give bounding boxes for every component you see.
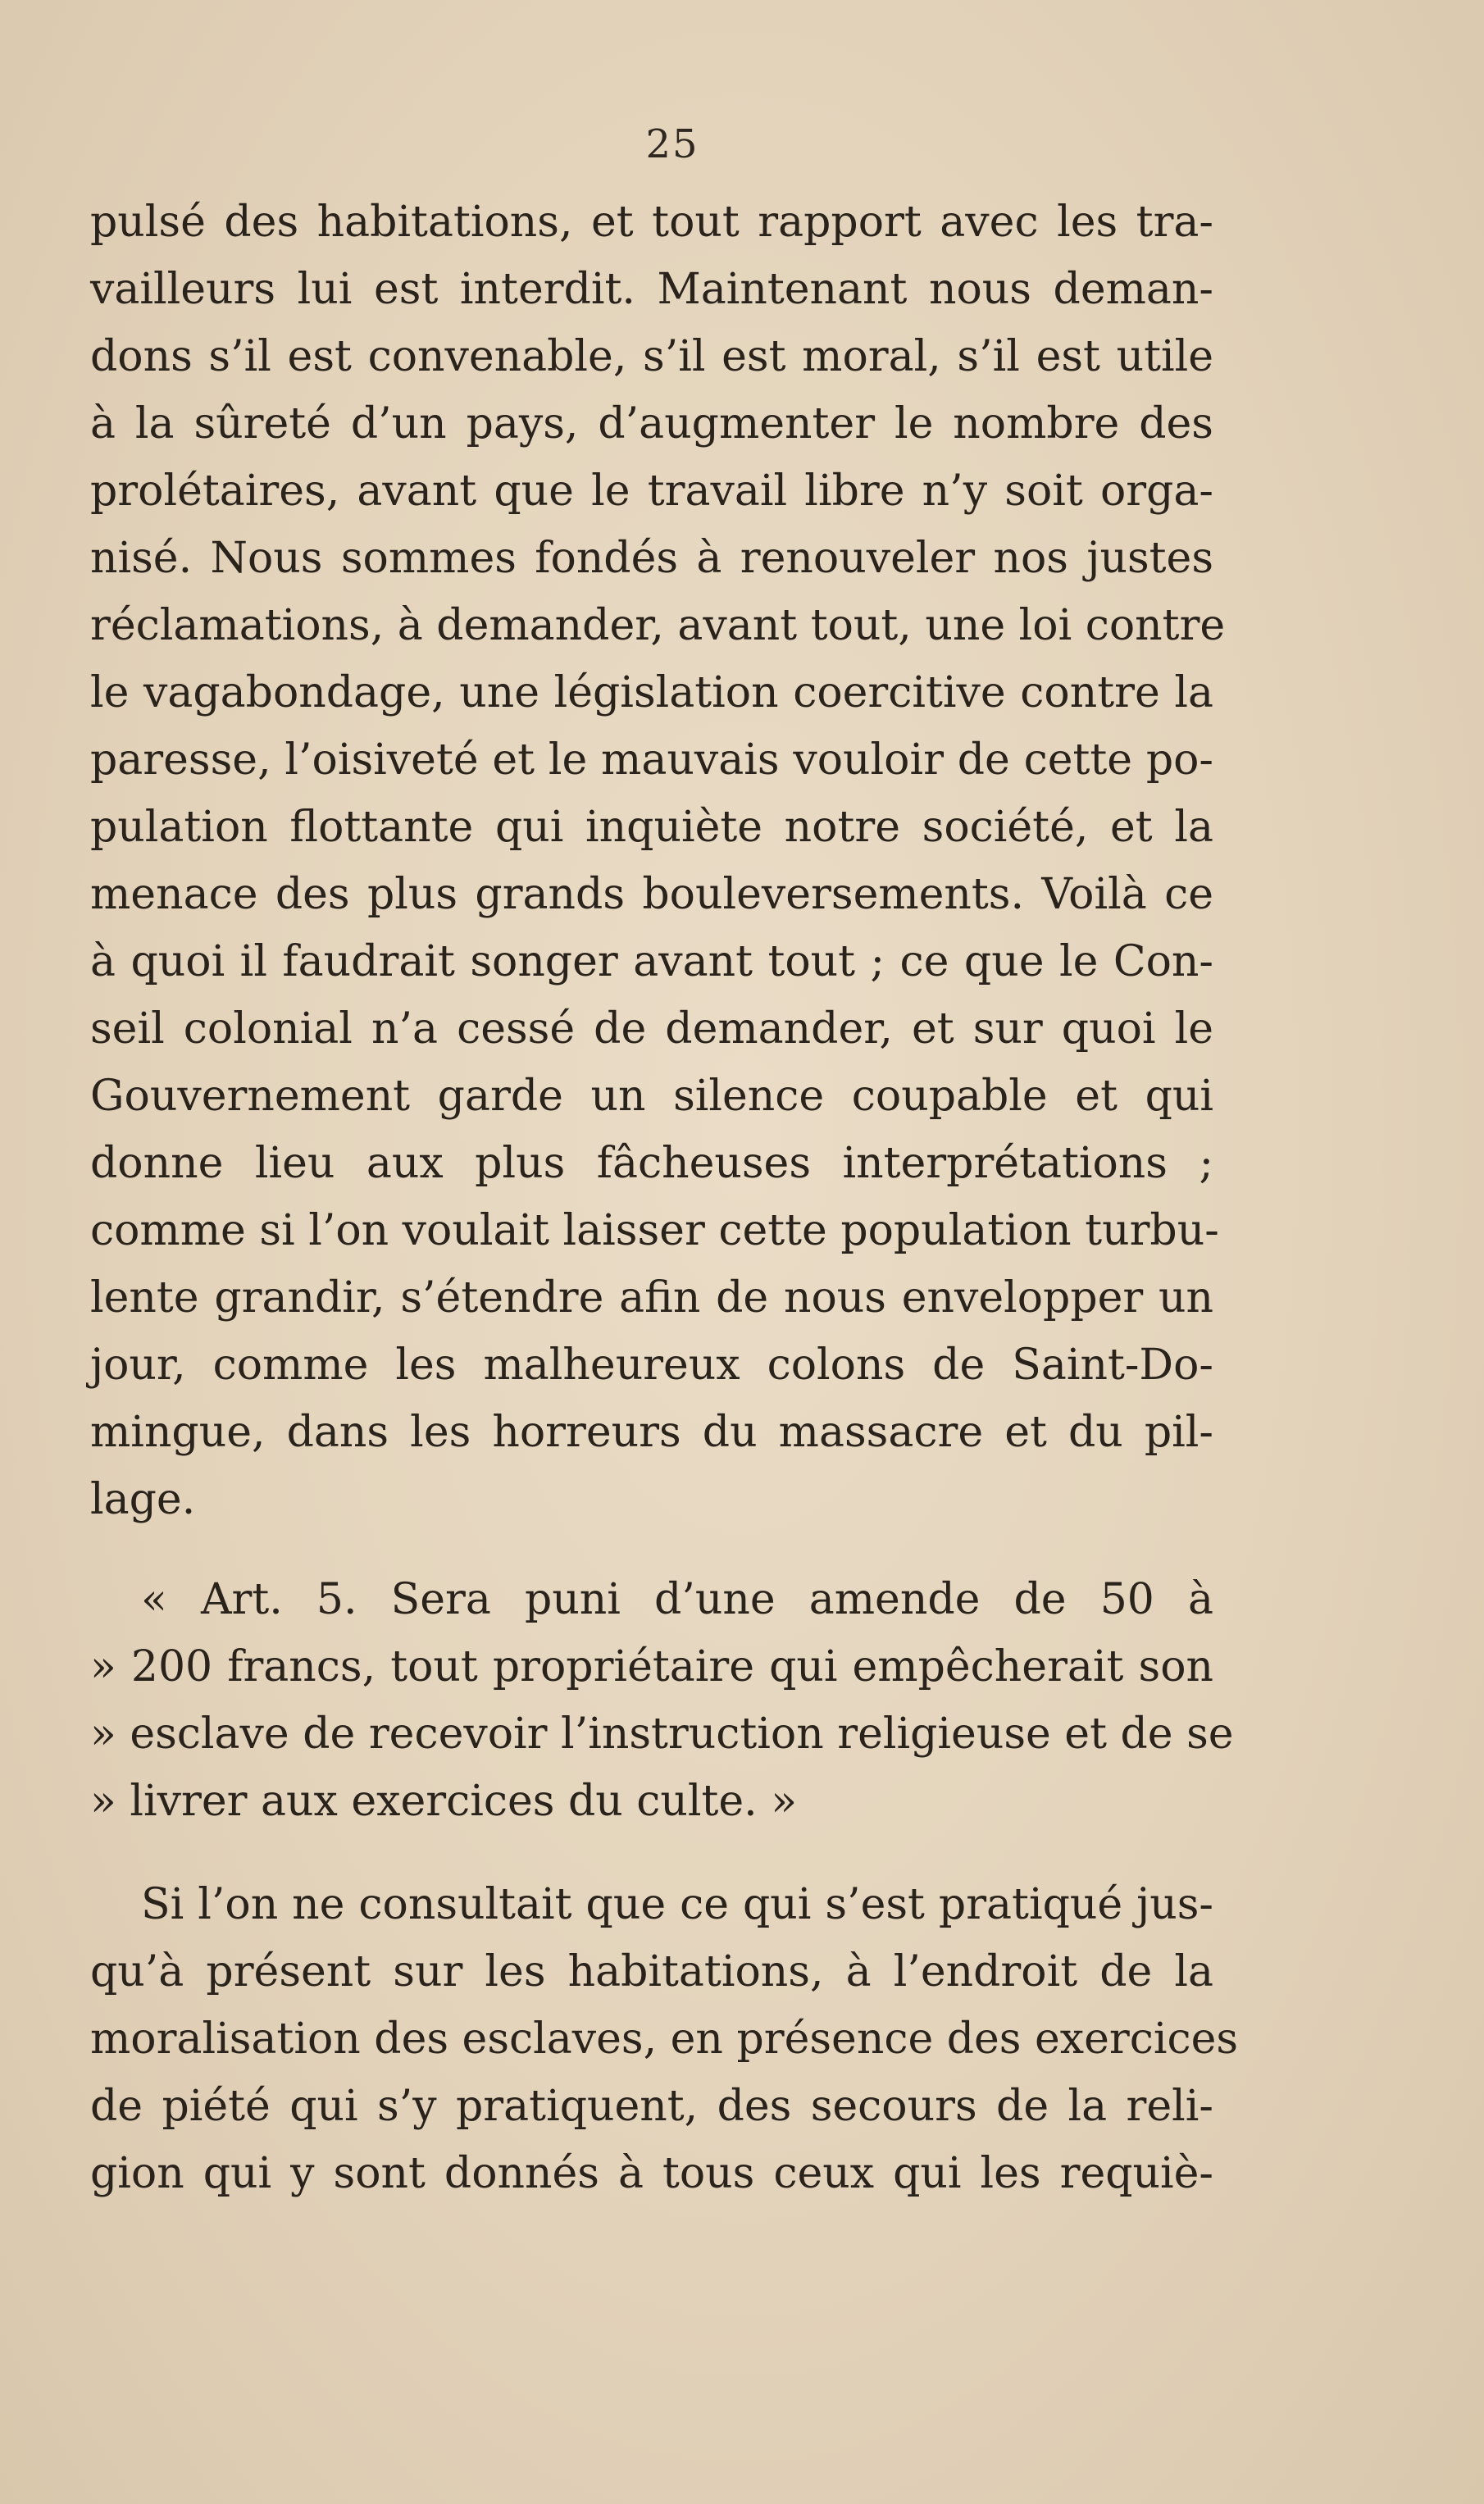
paragraph-continuation (90, 189, 1226, 1533)
text-line: lage. (90, 1475, 196, 1524)
text-line: « Art. 5. Sera puni d’une amende de 50 à (141, 1575, 1213, 1624)
text-line: pulsé des habitations, et tout rapport avec les tra- (90, 198, 1213, 247)
page-text (90, 189, 1239, 2207)
page-number: 25 (645, 121, 699, 167)
text-line: de piété qui s’y pratiquent, des secours de la reli- (90, 2082, 1213, 2131)
text-line: jour, comme les malheureux colons de Saint-Do- (90, 1341, 1213, 1390)
text-line: seil colonial n’a cessé de demander, et sur quoi le (90, 1004, 1213, 1054)
paragraph (90, 1871, 1239, 2207)
text-line: donne lieu aux plus fâcheuses interprétations ; (90, 1139, 1213, 1188)
text-line: Gouvernement garde un silence coupable et qui (90, 1072, 1213, 1121)
text-line: comme si l’on voulait laisser cette population turbu- (90, 1206, 1219, 1255)
text-line: à la sûreté d’un pays, d’augmenter le nombre des (90, 399, 1213, 448)
text-line: gion qui y sont donnés à tous ceux qui les requiè- (90, 2149, 1213, 2198)
text-line: lente grandir, s’étendre afin de nous envelopper un (90, 1273, 1213, 1323)
text-line: pulation flottante qui inquiète notre société, et la (90, 803, 1213, 852)
text-line: nisé. Nous sommes fondés à renouveler nos justes (90, 534, 1213, 583)
text-line: moralisation des esclaves, en présence des exercices (90, 2015, 1239, 2064)
text-line: » livrer aux exercices du culte. » (90, 1777, 798, 1826)
text-line: dons s’il est convenable, s’il est moral, s’il est utile (90, 332, 1213, 381)
text-line: réclamations, à demander, avant tout, une loi contre (90, 601, 1226, 650)
text-line: menace des plus grands bouleversements. Voilà ce (90, 870, 1213, 919)
text-line: vailleurs lui est interdit. Maintenant nous deman- (90, 265, 1213, 314)
quoted-article (90, 1566, 1234, 1835)
text-line: le vagabondage, une législation coercitive contre la (90, 668, 1213, 717)
text-line: paresse, l’oisiveté et le mauvais vouloir de cette po- (90, 735, 1213, 785)
text-line: qu’à présent sur les habitations, à l’endroit de la (90, 1947, 1213, 1996)
text-line: » 200 francs, tout propriétaire qui empêcherait son (90, 1642, 1213, 1691)
text-line: » esclave de recevoir l’instruction religieuse et de se (90, 1710, 1234, 1759)
text-line: à quoi il faudrait songer avant tout ; ce que le Con- (90, 937, 1213, 986)
text-line: mingue, dans les horreurs du massacre et du pil- (90, 1408, 1213, 1457)
text-line: Si l’on ne consultait que ce qui s’est pratiqué jus- (141, 1880, 1213, 1929)
text-line: prolétaires, avant que le travail libre n’y soit orga- (90, 467, 1213, 516)
